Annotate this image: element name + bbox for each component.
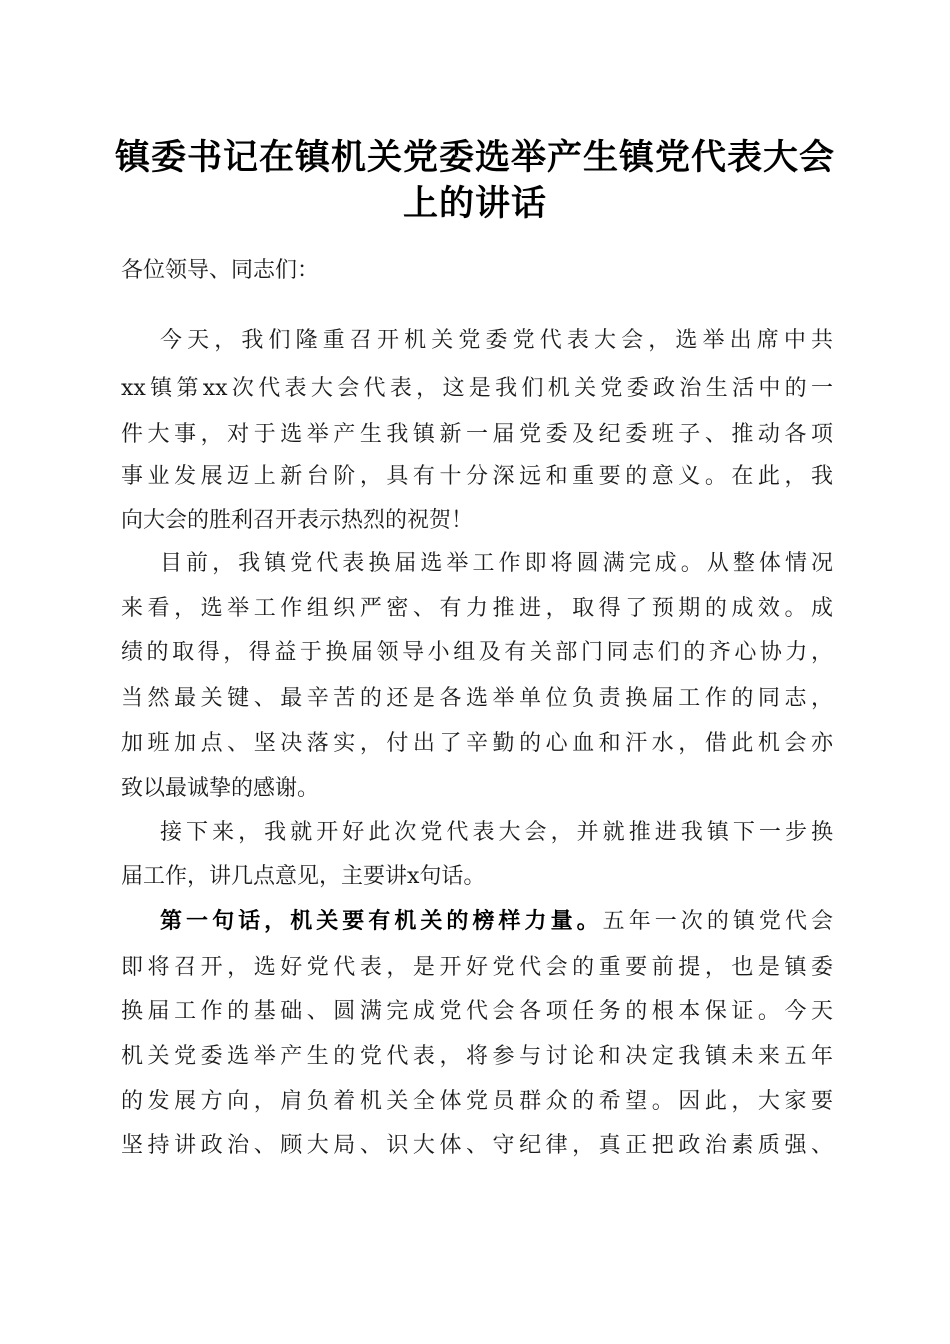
paragraph-4-line: 即将召开，选好党代表，是开好党代会的重要前提，也是镇委	[121, 955, 833, 980]
paragraph-2-line: 加班加点、坚决落实，付出了辛勤的心血和汗水，借此机会亦	[121, 731, 833, 756]
paragraph-3-line: 接下来，我就开好此次党代表大会，并就推进我镇下一步换	[160, 820, 833, 845]
paragraph-4-line: 的发展方向，肩负着机关全体党员群众的希望。因此，大家要	[121, 1089, 833, 1114]
paragraph-4-line: 机关党委选举产生的党代表，将参与讨论和决定我镇未来五年	[121, 1044, 833, 1069]
paragraph-3-line: 届工作，讲几点意见，主要讲x句话。	[121, 864, 486, 889]
document-title-line-1: 镇委书记在镇机关党委选举产生镇党代表大会	[114, 137, 835, 178]
paragraph-4-line	[160, 906, 833, 937]
paragraph-2-line: 致以最诚挚的感谢。	[121, 776, 320, 801]
paragraph-1-line: 件大事，对于选举产生我镇新一届党委及纪委班子、推动各项	[121, 422, 833, 447]
document-title-line-2: 上的讲话	[402, 183, 547, 224]
paragraph-2-line: 当然最关键、最辛苦的还是各选举单位负责换届工作的同志，	[121, 686, 833, 711]
paragraph-2-line: 目前，我镇党代表换届选举工作即将圆满完成。从整体情况	[160, 551, 833, 576]
paragraph-2-line: 来看，选举工作组织严密、有力推进，取得了预期的成效。成	[121, 596, 833, 621]
paragraph-1-line: 今天，我们隆重召开机关党委党代表大会，选举出席中共	[160, 328, 833, 353]
paragraph-4-line: 换届工作的基础、圆满完成党代会各项任务的根本保证。今天	[121, 999, 833, 1024]
paragraph-4-text: 五年一次的镇党代会	[602, 909, 833, 934]
paragraph-1-line: xx镇第xx次代表大会代表，这是我们机关党委政治生活中的一	[121, 376, 833, 401]
paragraph-1-line: 向大会的胜利召开表示热烈的祝贺！	[121, 508, 474, 533]
paragraph-2-line: 绩的取得，得益于换届领导小组及有关部门同志们的齐心协力，	[121, 640, 833, 665]
section-heading: 第一句话，机关要有机关的榜样力量。	[160, 908, 603, 934]
paragraph-4-line: 坚持讲政治、顾大局、识大体、守纪律，真正把政治素质强、	[121, 1133, 833, 1158]
paragraph-1-line: 事业发展迈上新台阶，具有十分深远和重要的意义。在此，我	[121, 464, 833, 489]
salutation: 各位领导、同志们：	[121, 258, 320, 283]
